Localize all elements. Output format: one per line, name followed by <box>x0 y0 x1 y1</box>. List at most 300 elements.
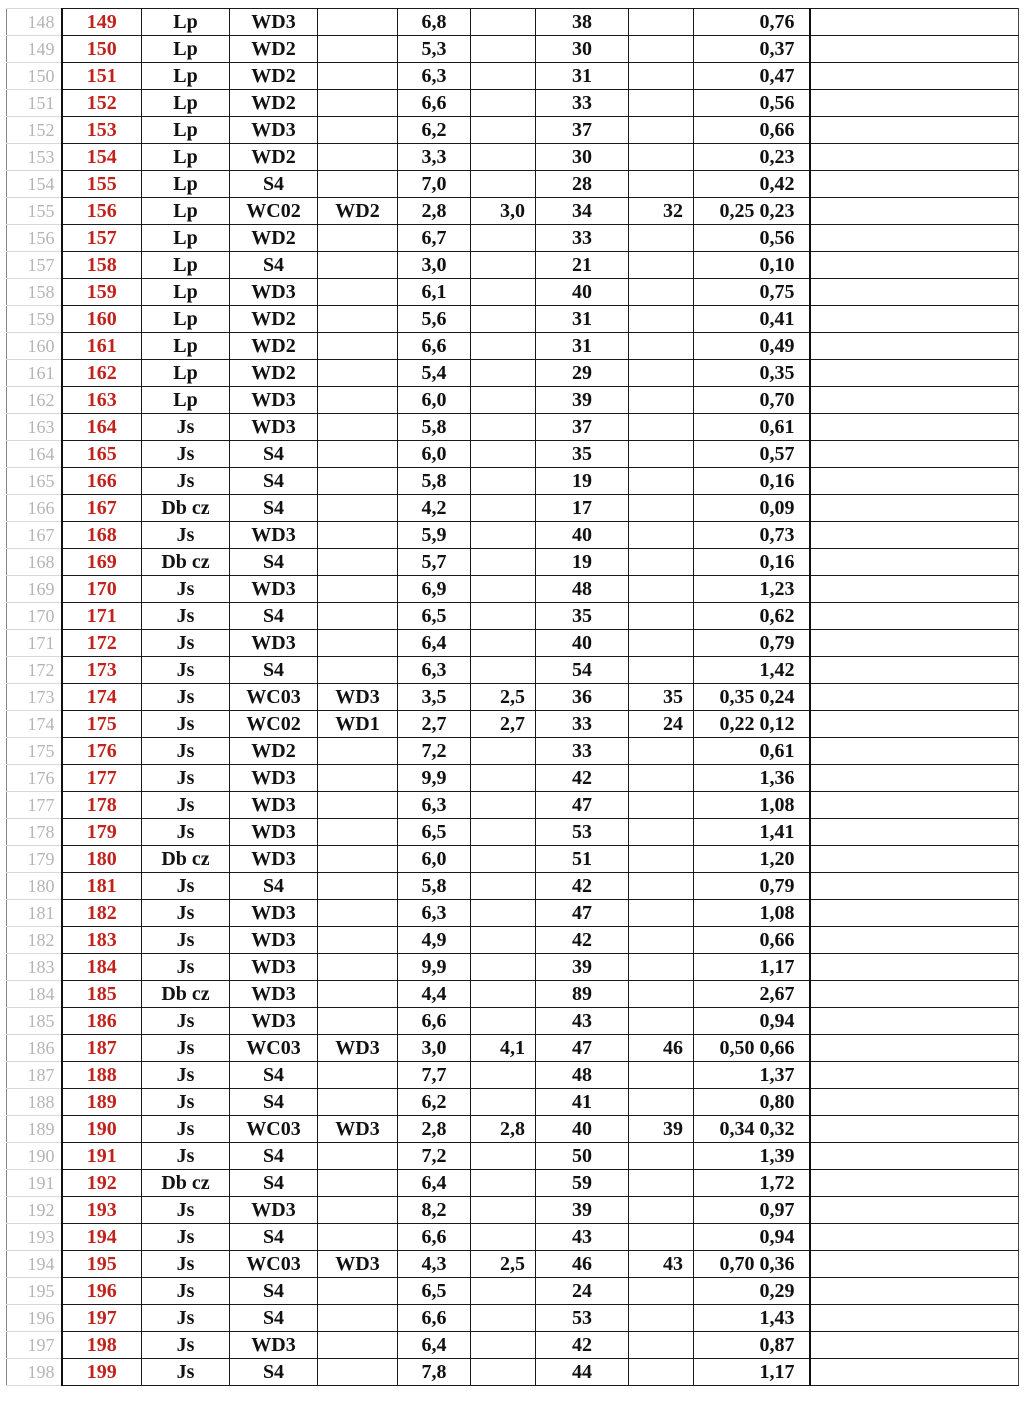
cell-species: Lp <box>142 198 230 225</box>
cell-blank <box>810 333 1019 360</box>
cell-cls2 <box>318 360 398 387</box>
cell-cls1: WC03 <box>230 1035 318 1062</box>
cell-d1: 9,9 <box>398 954 471 981</box>
cell-d2: 4,1 <box>471 1035 536 1062</box>
cell-d1: 5,4 <box>398 360 471 387</box>
cell-d2 <box>471 306 536 333</box>
cell-d1: 7,0 <box>398 171 471 198</box>
cell-h2 <box>629 873 694 900</box>
cell-h2 <box>629 1278 694 1305</box>
cell-d1: 2,8 <box>398 198 471 225</box>
table-row <box>7 9 1019 36</box>
cell-d2 <box>471 900 536 927</box>
cell-d1: 5,7 <box>398 549 471 576</box>
cell-blank <box>810 90 1019 117</box>
cell-blank <box>810 1089 1019 1116</box>
table-row <box>7 414 1019 441</box>
cell-idx: 189 <box>7 1116 62 1143</box>
cell-idx: 183 <box>7 954 62 981</box>
cell-idx: 193 <box>7 1224 62 1251</box>
cell-h2 <box>629 1170 694 1197</box>
cell-idx: 148 <box>7 9 62 36</box>
table-row <box>7 711 1019 738</box>
cell-blank <box>810 360 1019 387</box>
cell-d2: 2,5 <box>471 1251 536 1278</box>
cell-cls1: WD2 <box>230 738 318 765</box>
cell-d1: 6,8 <box>398 9 471 36</box>
cell-cls2: WD3 <box>318 1035 398 1062</box>
cell-cls2 <box>318 1008 398 1035</box>
cell-h1: 42 <box>536 765 629 792</box>
cell-nr: 156 <box>62 198 142 225</box>
cell-cls1: WC03 <box>230 684 318 711</box>
cell-blank <box>810 441 1019 468</box>
cell-v: 0,34 0,32 <box>694 1116 810 1143</box>
cell-nr: 152 <box>62 90 142 117</box>
cell-cls2 <box>318 279 398 306</box>
cell-h1: 33 <box>536 711 629 738</box>
cell-idx: 153 <box>7 144 62 171</box>
cell-v: 2,67 <box>694 981 810 1008</box>
cell-h2 <box>629 36 694 63</box>
cell-h1: 30 <box>536 36 629 63</box>
cell-blank <box>810 1008 1019 1035</box>
cell-cls2 <box>318 1089 398 1116</box>
cell-idx: 165 <box>7 468 62 495</box>
cell-h2 <box>629 360 694 387</box>
cell-species: Db cz <box>142 549 230 576</box>
table-row <box>7 333 1019 360</box>
cell-d2 <box>471 225 536 252</box>
cell-d2 <box>471 333 536 360</box>
cell-d1: 5,8 <box>398 873 471 900</box>
cell-h1: 17 <box>536 495 629 522</box>
cell-cls2 <box>318 414 398 441</box>
cell-cls2 <box>318 90 398 117</box>
cell-v: 0,42 <box>694 171 810 198</box>
cell-idx: 180 <box>7 873 62 900</box>
cell-v: 0,79 <box>694 630 810 657</box>
cell-h2: 43 <box>629 1251 694 1278</box>
cell-v: 1,36 <box>694 765 810 792</box>
cell-h2 <box>629 252 694 279</box>
table-row <box>7 90 1019 117</box>
cell-idx: 185 <box>7 1008 62 1035</box>
cell-h2: 32 <box>629 198 694 225</box>
cell-v: 0,80 <box>694 1089 810 1116</box>
cell-d2 <box>471 576 536 603</box>
cell-d1: 2,8 <box>398 1116 471 1143</box>
cell-v: 0,62 <box>694 603 810 630</box>
cell-species: Js <box>142 1332 230 1359</box>
table-row <box>7 1116 1019 1143</box>
cell-h2 <box>629 981 694 1008</box>
table-row <box>7 171 1019 198</box>
cell-cls2 <box>318 1143 398 1170</box>
cell-blank <box>810 576 1019 603</box>
table-row <box>7 1224 1019 1251</box>
cell-cls2 <box>318 306 398 333</box>
cell-d1: 5,8 <box>398 468 471 495</box>
cell-cls1: WD3 <box>230 414 318 441</box>
cell-idx: 149 <box>7 36 62 63</box>
cell-cls2 <box>318 468 398 495</box>
cell-d2 <box>471 90 536 117</box>
cell-v: 0,10 <box>694 252 810 279</box>
cell-d2 <box>471 954 536 981</box>
cell-h1: 48 <box>536 576 629 603</box>
cell-d2: 2,8 <box>471 1116 536 1143</box>
cell-species: Js <box>142 1197 230 1224</box>
cell-cls2 <box>318 9 398 36</box>
cell-d2 <box>471 1332 536 1359</box>
cell-nr: 166 <box>62 468 142 495</box>
cell-cls2 <box>318 792 398 819</box>
cell-nr: 176 <box>62 738 142 765</box>
cell-d1: 3,3 <box>398 144 471 171</box>
cell-v: 1,41 <box>694 819 810 846</box>
cell-h1: 28 <box>536 171 629 198</box>
cell-v: 1,17 <box>694 954 810 981</box>
cell-d1: 6,0 <box>398 387 471 414</box>
cell-idx: 170 <box>7 603 62 630</box>
table-row <box>7 441 1019 468</box>
cell-nr: 155 <box>62 171 142 198</box>
cell-blank <box>810 1224 1019 1251</box>
cell-h2 <box>629 144 694 171</box>
cell-blank <box>810 36 1019 63</box>
cell-h1: 48 <box>536 1062 629 1089</box>
cell-blank <box>810 549 1019 576</box>
cell-v: 0,61 <box>694 738 810 765</box>
cell-d1: 6,4 <box>398 1332 471 1359</box>
cell-species: Js <box>142 1089 230 1116</box>
cell-nr: 188 <box>62 1062 142 1089</box>
cell-h1: 31 <box>536 333 629 360</box>
cell-blank <box>810 1170 1019 1197</box>
cell-h1: 38 <box>536 9 629 36</box>
cell-d1: 7,2 <box>398 1143 471 1170</box>
cell-cls2 <box>318 846 398 873</box>
cell-v: 0,56 <box>694 225 810 252</box>
cell-h1: 39 <box>536 954 629 981</box>
cell-v: 0,94 <box>694 1008 810 1035</box>
cell-blank <box>810 9 1019 36</box>
cell-nr: 167 <box>62 495 142 522</box>
cell-species: Js <box>142 576 230 603</box>
cell-v: 1,72 <box>694 1170 810 1197</box>
cell-idx: 182 <box>7 927 62 954</box>
cell-v: 1,08 <box>694 900 810 927</box>
cell-idx: 188 <box>7 1089 62 1116</box>
cell-nr: 196 <box>62 1278 142 1305</box>
cell-v: 0,16 <box>694 468 810 495</box>
cell-idx: 151 <box>7 90 62 117</box>
cell-cls1: WD3 <box>230 9 318 36</box>
cell-blank <box>810 1035 1019 1062</box>
cell-cls1: WD3 <box>230 630 318 657</box>
cell-blank <box>810 1197 1019 1224</box>
cell-v: 1,39 <box>694 1143 810 1170</box>
cell-h1: 36 <box>536 684 629 711</box>
cell-cls2 <box>318 171 398 198</box>
cell-h2 <box>629 1143 694 1170</box>
cell-nr: 172 <box>62 630 142 657</box>
cell-idx: 154 <box>7 171 62 198</box>
cell-d2 <box>471 603 536 630</box>
table-row <box>7 36 1019 63</box>
cell-blank <box>810 1143 1019 1170</box>
cell-nr: 191 <box>62 1143 142 1170</box>
cell-v: 0,35 <box>694 360 810 387</box>
cell-species: Js <box>142 792 230 819</box>
cell-cls1: WD3 <box>230 819 318 846</box>
cell-cls1: S4 <box>230 252 318 279</box>
cell-cls1: WD2 <box>230 36 318 63</box>
cell-species: Js <box>142 819 230 846</box>
cell-d2 <box>471 63 536 90</box>
cell-v: 0,50 0,66 <box>694 1035 810 1062</box>
cell-cls1: S4 <box>230 657 318 684</box>
cell-idx: 168 <box>7 549 62 576</box>
cell-idx: 178 <box>7 819 62 846</box>
cell-cls1: WD3 <box>230 576 318 603</box>
cell-cls2 <box>318 144 398 171</box>
cell-d1: 6,6 <box>398 1224 471 1251</box>
table-row <box>7 1008 1019 1035</box>
cell-idx: 171 <box>7 630 62 657</box>
cell-d1: 9,9 <box>398 765 471 792</box>
cell-h2 <box>629 792 694 819</box>
table-row <box>7 252 1019 279</box>
cell-idx: 187 <box>7 1062 62 1089</box>
cell-h1: 21 <box>536 252 629 279</box>
cell-blank <box>810 468 1019 495</box>
cell-h2 <box>629 549 694 576</box>
cell-blank <box>810 1278 1019 1305</box>
cell-blank <box>810 819 1019 846</box>
cell-d2 <box>471 387 536 414</box>
cell-cls1: WD2 <box>230 225 318 252</box>
cell-blank <box>810 954 1019 981</box>
cell-d1: 6,3 <box>398 900 471 927</box>
cell-cls1: S4 <box>230 1305 318 1332</box>
cell-cls2 <box>318 1359 398 1386</box>
cell-d1: 6,5 <box>398 1278 471 1305</box>
cell-h2: 24 <box>629 711 694 738</box>
cell-species: Lp <box>142 90 230 117</box>
cell-nr: 159 <box>62 279 142 306</box>
cell-v: 1,42 <box>694 657 810 684</box>
cell-d2 <box>471 144 536 171</box>
cell-blank <box>810 1062 1019 1089</box>
cell-d1: 5,8 <box>398 414 471 441</box>
cell-nr: 154 <box>62 144 142 171</box>
table-row <box>7 738 1019 765</box>
cell-v: 0,76 <box>694 9 810 36</box>
table-row <box>7 1305 1019 1332</box>
cell-blank <box>810 792 1019 819</box>
cell-species: Js <box>142 873 230 900</box>
cell-idx: 192 <box>7 1197 62 1224</box>
cell-h1: 31 <box>536 63 629 90</box>
cell-d2 <box>471 657 536 684</box>
cell-species: Js <box>142 414 230 441</box>
cell-idx: 167 <box>7 522 62 549</box>
cell-cls2 <box>318 225 398 252</box>
cell-h1: 47 <box>536 1035 629 1062</box>
cell-species: Db cz <box>142 495 230 522</box>
cell-h1: 46 <box>536 1251 629 1278</box>
cell-cls2 <box>318 1305 398 1332</box>
cell-cls2 <box>318 1278 398 1305</box>
cell-h2 <box>629 171 694 198</box>
cell-h2 <box>629 1197 694 1224</box>
cell-d2 <box>471 1197 536 1224</box>
cell-d2 <box>471 414 536 441</box>
cell-cls1: S4 <box>230 441 318 468</box>
cell-cls1: WD3 <box>230 1197 318 1224</box>
cell-d1: 6,6 <box>398 90 471 117</box>
cell-cls2 <box>318 1062 398 1089</box>
cell-d1: 6,4 <box>398 1170 471 1197</box>
cell-cls1: WD2 <box>230 63 318 90</box>
cell-cls2 <box>318 1197 398 1224</box>
cell-h2 <box>629 630 694 657</box>
table-row <box>7 1170 1019 1197</box>
cell-idx: 150 <box>7 63 62 90</box>
cell-h1: 33 <box>536 738 629 765</box>
cell-blank <box>810 711 1019 738</box>
cell-h1: 47 <box>536 792 629 819</box>
cell-species: Js <box>142 1278 230 1305</box>
table-row <box>7 198 1019 225</box>
cell-d2 <box>471 1224 536 1251</box>
cell-cls2 <box>318 765 398 792</box>
cell-blank <box>810 900 1019 927</box>
cell-cls2 <box>318 603 398 630</box>
cell-d1: 6,2 <box>398 117 471 144</box>
cell-h2 <box>629 522 694 549</box>
cell-v: 0,25 0,23 <box>694 198 810 225</box>
cell-cls1: WD2 <box>230 144 318 171</box>
table-body <box>7 9 1019 1386</box>
cell-cls2 <box>318 36 398 63</box>
cell-h2 <box>629 1224 694 1251</box>
cell-d1: 6,7 <box>398 225 471 252</box>
cell-d2: 3,0 <box>471 198 536 225</box>
cell-d1: 3,0 <box>398 252 471 279</box>
cell-d2 <box>471 495 536 522</box>
cell-d2 <box>471 1359 536 1386</box>
cell-blank <box>810 684 1019 711</box>
cell-blank <box>810 927 1019 954</box>
cell-h1: 42 <box>536 927 629 954</box>
table-row <box>7 387 1019 414</box>
cell-h1: 54 <box>536 657 629 684</box>
cell-v: 0,23 <box>694 144 810 171</box>
cell-blank <box>810 657 1019 684</box>
cell-h1: 42 <box>536 1332 629 1359</box>
cell-idx: 169 <box>7 576 62 603</box>
cell-species: Lp <box>142 36 230 63</box>
cell-idx: 158 <box>7 279 62 306</box>
cell-nr: 165 <box>62 441 142 468</box>
cell-cls2 <box>318 576 398 603</box>
cell-cls2 <box>318 819 398 846</box>
cell-cls2 <box>318 927 398 954</box>
cell-d2 <box>471 1278 536 1305</box>
cell-nr: 160 <box>62 306 142 333</box>
cell-h1: 89 <box>536 981 629 1008</box>
cell-nr: 187 <box>62 1035 142 1062</box>
cell-v: 0,94 <box>694 1224 810 1251</box>
cell-d1: 7,8 <box>398 1359 471 1386</box>
cell-cls1: WC03 <box>230 1116 318 1143</box>
cell-cls2: WD3 <box>318 684 398 711</box>
cell-species: Lp <box>142 306 230 333</box>
cell-species: Js <box>142 927 230 954</box>
cell-cls1: S4 <box>230 495 318 522</box>
cell-cls1: WD3 <box>230 981 318 1008</box>
cell-idx: 184 <box>7 981 62 1008</box>
table-row <box>7 1143 1019 1170</box>
cell-h1: 42 <box>536 873 629 900</box>
cell-h2 <box>629 9 694 36</box>
cell-blank <box>810 1305 1019 1332</box>
cell-nr: 162 <box>62 360 142 387</box>
cell-h2 <box>629 414 694 441</box>
table-row <box>7 846 1019 873</box>
cell-idx: 155 <box>7 198 62 225</box>
cell-nr: 163 <box>62 387 142 414</box>
cell-h2 <box>629 657 694 684</box>
cell-species: Js <box>142 765 230 792</box>
cell-v: 0,87 <box>694 1332 810 1359</box>
cell-cls1: S4 <box>230 603 318 630</box>
cell-idx: 161 <box>7 360 62 387</box>
cell-cls1: WD2 <box>230 360 318 387</box>
cell-species: Lp <box>142 117 230 144</box>
cell-v: 0,66 <box>694 927 810 954</box>
data-table <box>6 8 1019 1386</box>
cell-h1: 33 <box>536 225 629 252</box>
cell-v: 1,43 <box>694 1305 810 1332</box>
cell-cls1: WD3 <box>230 954 318 981</box>
cell-d1: 3,5 <box>398 684 471 711</box>
cell-nr: 170 <box>62 576 142 603</box>
cell-cls1: WD3 <box>230 765 318 792</box>
cell-blank <box>810 117 1019 144</box>
cell-blank <box>810 144 1019 171</box>
cell-h1: 47 <box>536 900 629 927</box>
cell-v: 0,70 0,36 <box>694 1251 810 1278</box>
cell-h2 <box>629 846 694 873</box>
cell-idx: 197 <box>7 1332 62 1359</box>
cell-blank <box>810 603 1019 630</box>
cell-nr: 183 <box>62 927 142 954</box>
cell-h2 <box>629 495 694 522</box>
cell-cls2 <box>318 252 398 279</box>
cell-h1: 44 <box>536 1359 629 1386</box>
cell-d1: 6,6 <box>398 333 471 360</box>
cell-cls2 <box>318 522 398 549</box>
cell-d2 <box>471 846 536 873</box>
cell-species: Js <box>142 1035 230 1062</box>
cell-d2 <box>471 549 536 576</box>
cell-d1: 5,9 <box>398 522 471 549</box>
cell-h2: 35 <box>629 684 694 711</box>
